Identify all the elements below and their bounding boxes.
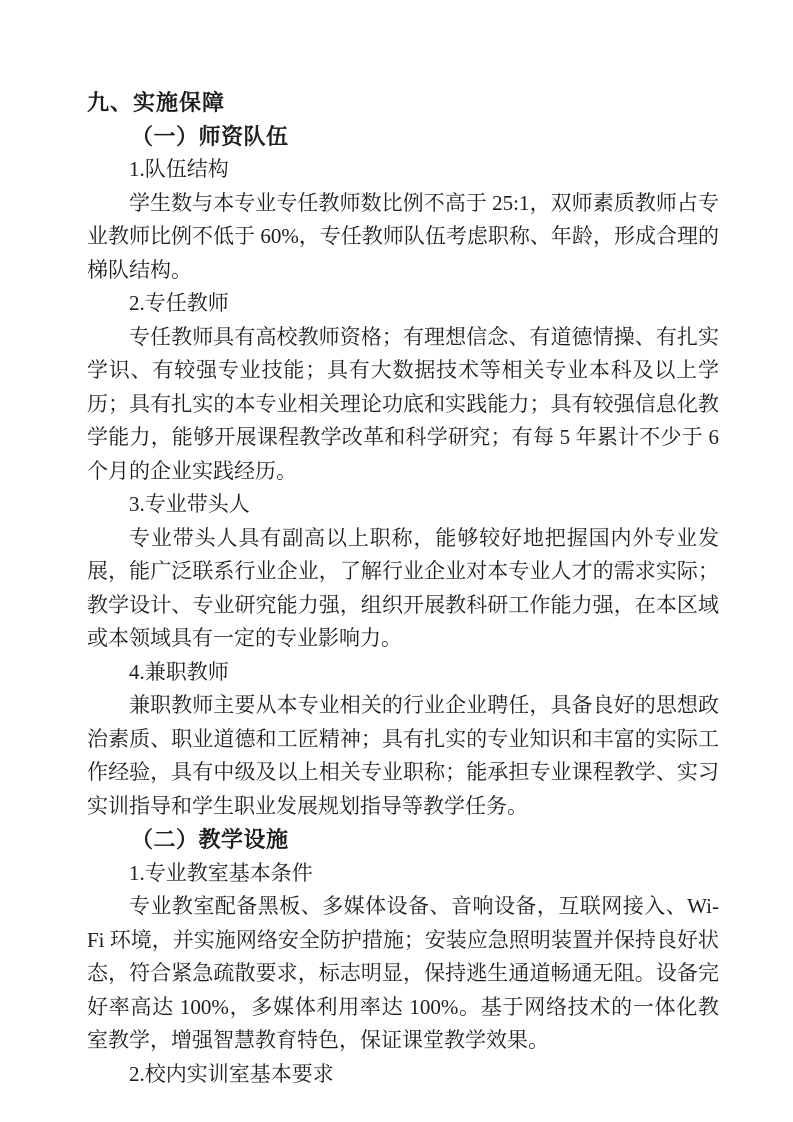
item-heading-fulltime-teachers: 2.专任教师 xyxy=(129,291,229,315)
item-heading-classroom-conditions: 1.专业教室基本条件 xyxy=(129,860,313,885)
section-heading-implementation-guarantee: 九、实施保障 xyxy=(87,90,226,115)
document-content xyxy=(87,86,719,1091)
paragraph-team-structure: 学生数与本专业专任教师数比例不高于 25:1，双师素质教师占专业教师比例不低于 60%，专任教师队伍考虑职称、年龄，形成合理的梯队结构。 xyxy=(87,190,719,282)
paragraph-classroom-conditions: 专业教室配备黑板、多媒体设备、音响设备，互联网接入、Wi-Fi 环境，并实施网络安全防护措施；安装应急照明装置并保持良好状态，符合紧急疏散要求，标志明显，保持逃生通道畅通无阻。设备完好率高达 100%，多媒体利用率达 100%。基于网络技术的一体化教室教学，增强智慧教育特色，保证课堂教学效果。 xyxy=(87,894,719,1052)
item-heading-program-leader: 3.专业带头人 xyxy=(129,492,250,516)
paragraph-program-leader: 专业带头人具有副高以上职称，能够较好地把握国内外专业发展，能广泛联系行业企业，了解行业企业对本专业人才的需求实际；教学设计、专业研究能力强，组织开展教科研工作能力强，在本区域或本领域具有一定的专业影响力。 xyxy=(87,525,719,650)
subsection-heading-teaching-staff: （一）师资队伍 xyxy=(131,123,289,149)
item-heading-team-structure: 1.队伍结构 xyxy=(129,157,229,181)
paragraph-parttime-teachers: 兼职教师主要从本专业相关的行业企业聘任，具备良好的思想政治素质、职业道德和工匠精神；具有扎实的专业知识和丰富的实际工作经验，具有中级及以上相关专业职称；能承担专业课程教学、实习实训指导和学生职业发展规划指导等教学任务。 xyxy=(87,693,719,818)
item-heading-campus-training-room: 2.校内实训室基本要求 xyxy=(129,1061,334,1086)
paragraph-fulltime-teachers: 专任教师具有高校教师资格；有理想信念、有道德情操、有扎实学识、有较强专业技能；具有大数据技术等相关专业本科及以上学历；具有扎实的本专业相关理论功底和实践能力；具有较强信息化教学能力，能够开展课程教学改革和科学研究；有每 5 年累计不少于 6 个月的企业实践经历。 xyxy=(87,324,719,483)
item-heading-parttime-teachers: 4.兼职教师 xyxy=(129,659,229,684)
subsection-heading-teaching-facilities: （二）教学设施 xyxy=(131,827,289,852)
